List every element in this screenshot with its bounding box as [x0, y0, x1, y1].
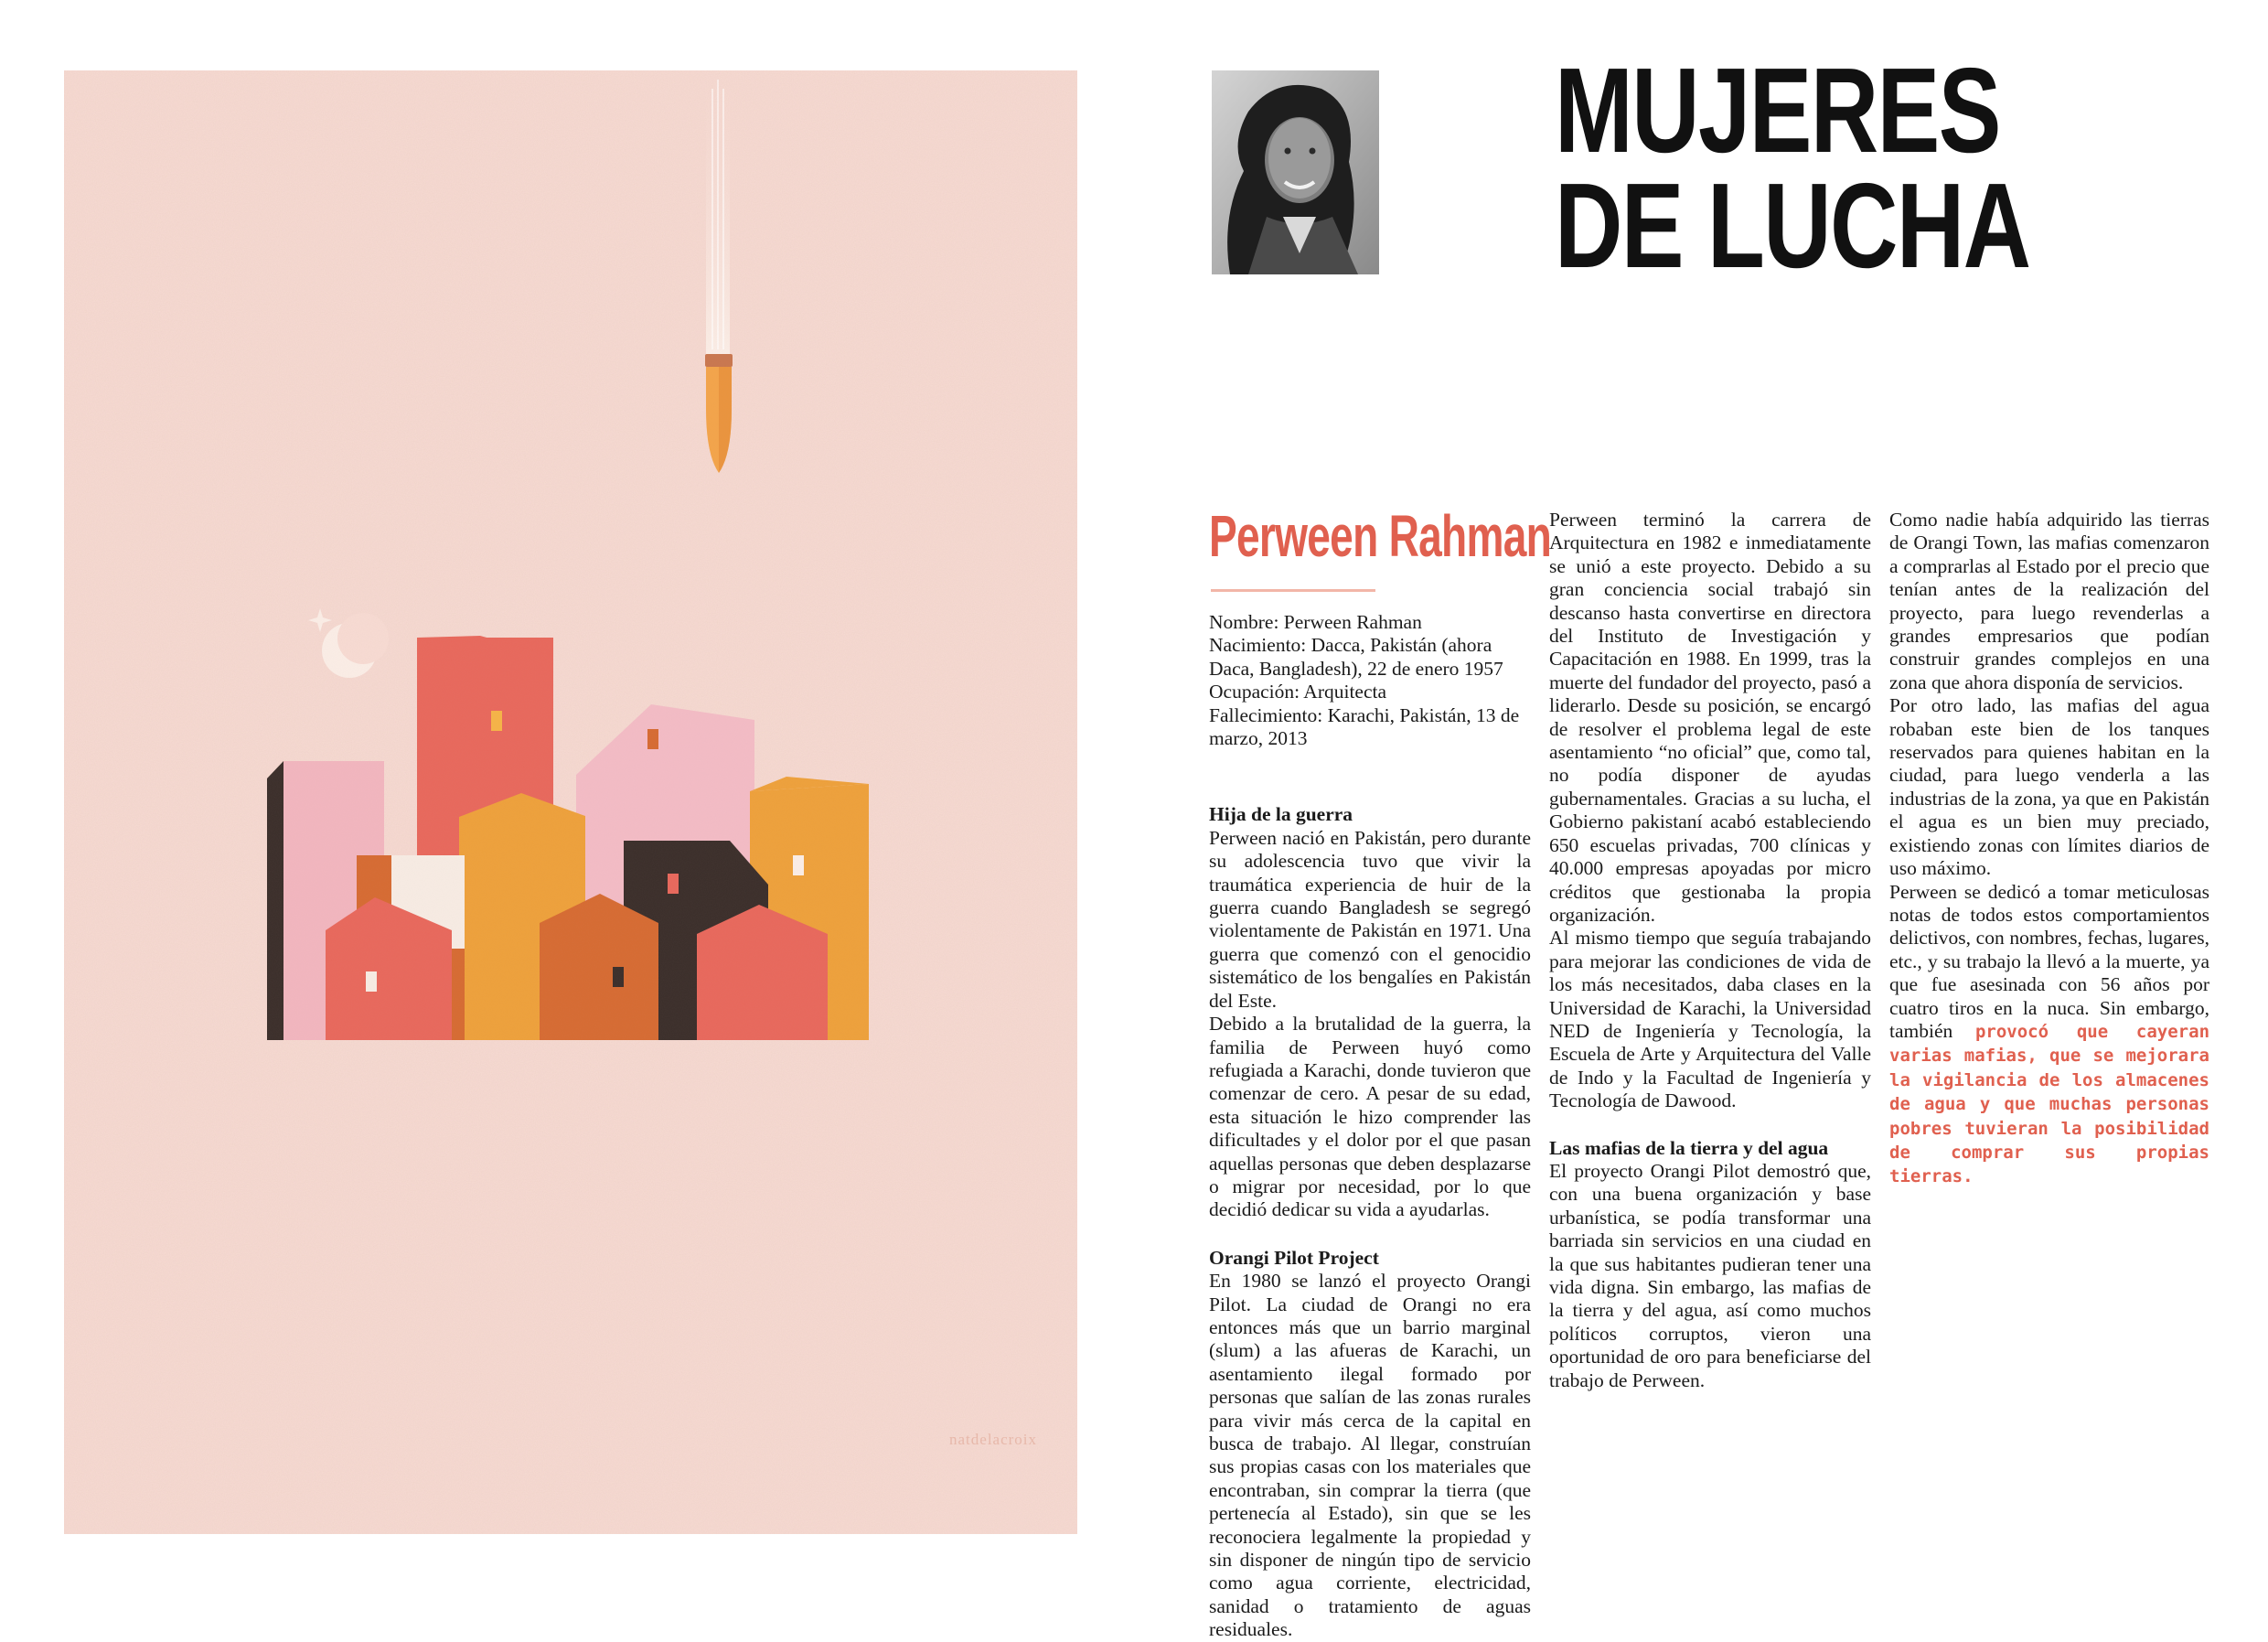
paragraph: Al mismo tiempo que seguía trabajando para mejorar las condiciones de vida de los más necesitados, daba clases en la Universidad de Karachi, la Universidad NED de Ingeniería y Tecnología, la Escuela de Arte y Arquitectura del Valle de Indo y la Facultad de Ingeniería y Tecnología de Dawood.: [1549, 927, 1871, 1112]
village-illustration: [64, 70, 1077, 1534]
paragraph: Como nadie había adquirido las tierras de Orangi Town, las mafias comenzaron a comprarlas al Estado por el precio que tenían antes de la realización del proyecto, para luego revenderlas a grandes empresarios que podían construir grandes complejos en una zona que ahora disponía de servicios.: [1889, 509, 2209, 693]
paragraph-final: [1889, 881, 2209, 1189]
portrait-image: [1212, 70, 1379, 274]
paragraph: Perween nació en Pakistán, pero durante su adolescencia tuvo que vivir la traumática experiencia de huir de la guerra cuando Bangladesh se segregó violentamente de Pakistán en 1971. Una guerra que comenzó con el genocidio sistemático de los bengalíes en Pakistán del Este.: [1209, 826, 1531, 1012]
magazine-title: [1555, 43, 2030, 293]
title-line-2: DE LUCHA: [1555, 158, 2030, 293]
bio-fallecimiento: Fallecimiento: Karachi, Pakistán, 13 de marzo, 2013: [1209, 703, 1520, 750]
paragraph: El proyecto Orangi Pilot demostró que, con una buena organización y base urbanística, se podía transformar una barriada sin servicios en una ciudad en la que sus habitantes pudieran tener una vida digna. Sin embargo, las mafias de la tierra y del agua, así como muchos políticos corruptos, vieron una oportunidad de oro para beneficiarse del trabajo de Perween.: [1549, 1159, 1871, 1391]
column-1: [1209, 611, 1531, 1641]
heading-orangi-pilot-project: Orangi Pilot Project: [1209, 1246, 1379, 1269]
paragraph: Perween terminó la carrera de Arquitectura en 1982 e inmediatamente se unió a este proyecto. Debido a su gran conciencia social trabajó sin descanso hasta convertirse en directora del Instituto de Investigación y Capacitación en 1988. En 1999, tras la muerte del fundador del proyecto, pasó a liderarlo. Desde su posición, se encargó de resolver el problema legal de este asentamiento “no oficial” que, como tal, no podía disponer de ayudas gubernamentales. Gracias a su lucha, el Gobierno pakistaní acabó estableciendo 650 escuelas privadas, 700 clínicas y 40.000 empresas apoyadas por micro créditos que gestionaba la propia organización.: [1549, 509, 1871, 926]
column-2: [1549, 509, 1871, 1391]
bio-nacimiento: Nacimiento: Dacca, Pakistán (ahora Daca, Bangladesh), 22 de enero 1957: [1209, 634, 1503, 680]
paragraph: En 1980 se lanzó el proyecto Orangi Pilot. La ciudad de Orangi no era entonces más que un barrio marginal (slum) a las afueras de Karachi, un asentamiento ilegal formado por personas que salían de las zonas rurales para vivir más cerca de la capital en busca de trabajo. Al llegar, construían sus propias casas con los materiales que encontraban, sin comprar la tierra (que pertenecía al Estado), sin que se les reconociera legalmente la propiedad y sin disponer de ningún tipo de servicio como agua corriente, electricidad, sanidad o tratamiento de aguas residuales.: [1209, 1270, 1531, 1641]
paragraph: Por otro lado, las mafias del agua robaban este bien de los tanques reservados para quienes habitan en la ciudad, para luego venderla a las industrias de la zona, ya que en Pakistán el agua es un bien muy preciado, existiendo zonas con límites diarios de uso máximo.: [1889, 694, 2209, 880]
portrait-photo: [1212, 70, 1379, 274]
village-buildings: [64, 70, 1077, 1534]
illustration-signature: natdelacroix: [949, 1431, 1038, 1448]
bio-ocupacion: Ocupación: Arquitecta: [1209, 681, 1387, 703]
paragraph-final-text: Perween se dedicó a tomar meticulosas notas de todos estos comportamientos delictivos, con nombres, fechas, lugares, etc., y su trabajo la llevó a la muerte, ya que fue asesinada con 56 años por cuatro tiros en la nuca. Sin embargo, también: [1889, 880, 2209, 1042]
bio-block: [1209, 611, 1531, 750]
paragraph: Debido a la brutalidad de la guerra, la familia de Perween huyó como refugiada a Karachi, donde tuvieron que comenzar de cero. A pesar de su edad, esta situación le hizo comprender las dificultades y el dolor por el que pasan aquellas personas que deben desplazarse o migrar por necesidad, por lo que decidió dedicar su vida a ayudarlas.: [1209, 1013, 1531, 1221]
illustration-poster: [64, 70, 1077, 1534]
heading-hija-de-la-guerra: Hija de la guerra: [1209, 803, 1353, 826]
bio-nombre: Nombre: Perween Rahman: [1209, 611, 1422, 633]
title-line-1: MUJERES: [1555, 43, 2000, 177]
heading-las-mafias: Las mafias de la tierra y del agua: [1549, 1136, 1829, 1159]
column-3: [1889, 509, 2209, 1189]
name-divider: [1211, 589, 1375, 592]
highlighted-conclusion: provocó que cayeran varias mafias, que se mejorara la vigilancia de los almacenes de agua y que muchas personas pobres tuvieran la posibilidad de comprar sus propias tierras.: [1889, 1021, 2210, 1187]
person-name: Perween Rahman: [1209, 503, 1552, 569]
